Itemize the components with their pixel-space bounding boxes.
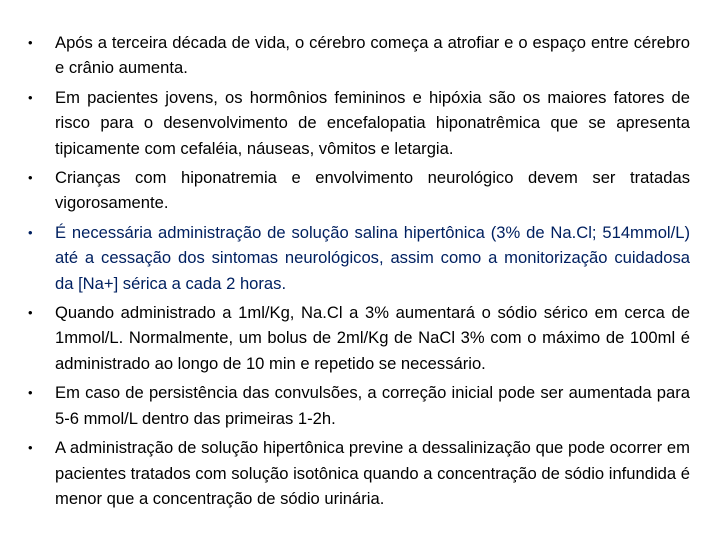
bullet-item	[28, 165, 690, 216]
bullet-dot-icon: •	[28, 385, 33, 401]
bullet-item	[28, 85, 690, 161]
bullet-text: Em pacientes jovens, os hormônios femininos e hipóxia são os maiores fatores de risco para o desenvolvimento de encefalopatia hiponatrêmica que se apresenta tipicamente com cefaléia, náuseas, vômitos e letargia.	[55, 87, 690, 158]
bullet-item	[28, 220, 690, 296]
bullet-list	[28, 30, 690, 515]
bullet-dot-icon: •	[28, 224, 33, 240]
bullet-dot-icon: •	[28, 170, 33, 186]
bullet-text: Após a terceira década de vida, o cérebro começa a atrofiar e o espaço entre cérebro e crânio aumenta.	[55, 33, 690, 78]
bullet-text: Em caso de persistência das convulsões, a correção inicial pode ser aumentada para 5-6 mmol/L dentro das primeiras 1-2h.	[55, 383, 690, 428]
bullet-text: Quando administrado a 1ml/Kg, Na.Cl a 3% aumentará o sódio sérico em cerca de 1mmol/L. Normalmente, um bolus de 2ml/Kg de NaCl 3% com o máximo de 100ml é administrado ao longo de 10 min e repetido se necessário.	[55, 303, 690, 373]
bullet-dot-icon: •	[28, 440, 33, 456]
bullet-item	[28, 380, 690, 431]
bullet-item	[28, 30, 690, 81]
bullet-text: A administração de solução hipertônica previne a dessalinização que pode ocorrer em pacientes tratados com solução isotônica quando a concentração de sódio infundida é menor que a concentração de sódio urinária.	[55, 438, 690, 508]
bullet-item	[28, 435, 690, 511]
bullet-text: Crianças com hiponatremia e envolvimento neurológico devem ser tratadas vigorosamente.	[55, 168, 690, 213]
bullet-dot-icon: •	[28, 89, 33, 105]
bullet-dot-icon: •	[28, 35, 33, 50]
bullet-item	[28, 300, 690, 376]
bullet-dot-icon: •	[28, 305, 33, 321]
bullet-text: É necessária administração de solução salina hipertônica (3% de Na.Cl; 514mmol/L) até a cessação dos sintomas neurológicos, assim como a monitorização cuidadosa da [Na+] sérica a cada 2 horas.	[55, 222, 690, 293]
